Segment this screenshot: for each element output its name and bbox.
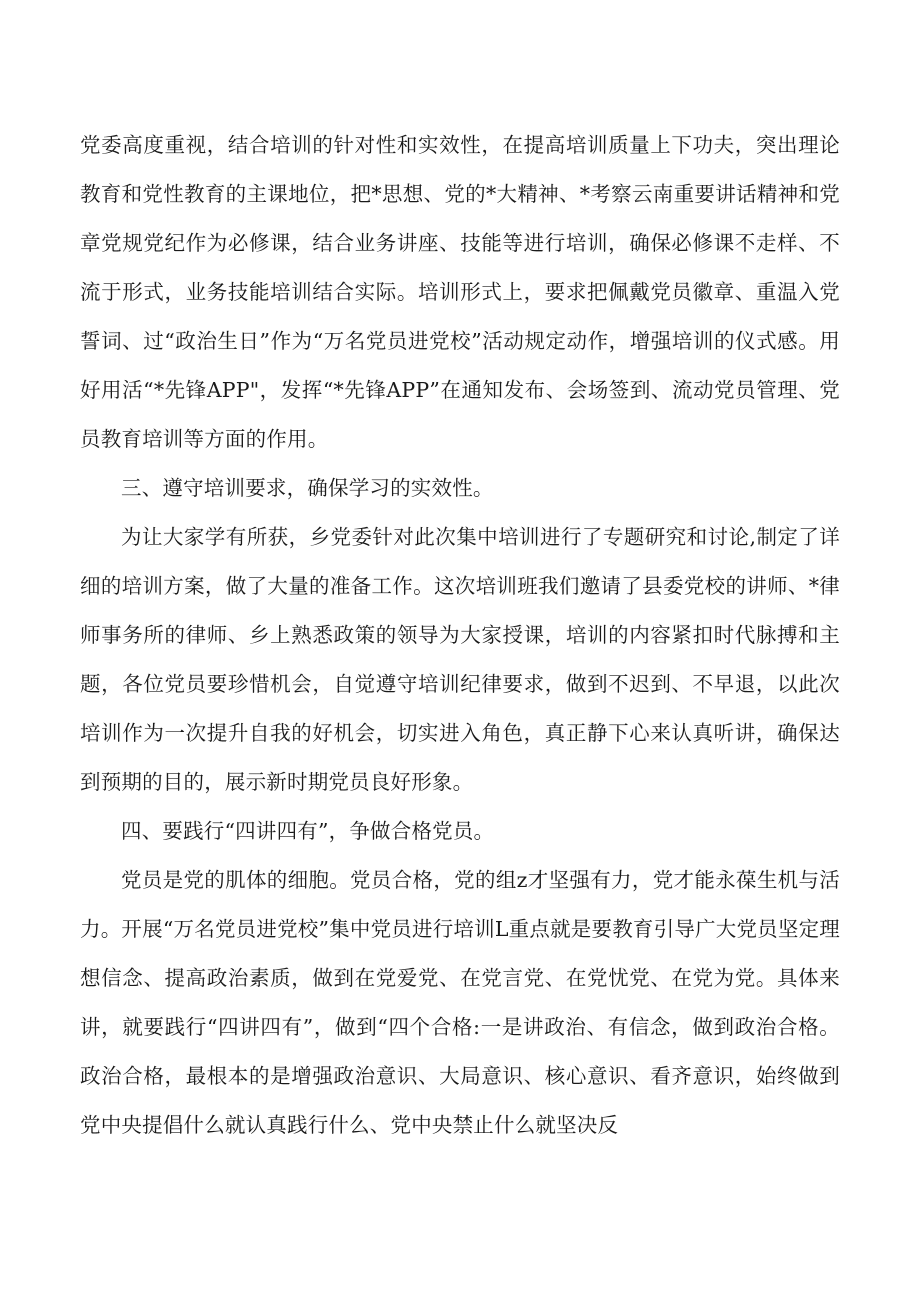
document-page <box>80 121 840 1150</box>
body-paragraph-1: 党委高度重视，结合培训的针对性和实效性，在提高培训质量上下功夫，突出理论教育和党性教育的主课地位，把*思想、党的*大精神、*考察云南重要讲话精神和党章党规党纪作为必修课，结合业务讲座、技能等进行培训，确保必修课不走样、不流于形式，业务技能培训结合实际。培训形式上，要求把佩戴党员徽章、重温入党誓词、过“政治生日”作为“万名党员进党校”活动规定动作，增强培训的仪式感。用好用活“*先锋APP"，发挥“*先锋APP”在通知发布、会场签到、流动党员管理、党员教育培训等方面的作用。 <box>80 133 840 451</box>
section-heading-3: 三、遵守培训要求，确保学习的实效性。 <box>121 476 494 500</box>
section-heading-4: 四、要践行“四讲四有”，争做合格党员。 <box>121 819 495 843</box>
body-paragraph-2: 为让大家学有所获，乡党委针对此次集中培训进行了专题研究和讨论,制定了详细的培训方案，做了大量的准备工作。这次培训班我们邀请了县委党校的讲师、*律师事务所的律师、乡上熟悉政策的领导为大家授课，培训的内容紧扣时代脉搏和主题，各位党员要珍惜机会，自觉遵守培训纪律要求，做到不迟到、不早退，以此次培训作为一次提升自我的好机会，切实进入角色，真正静下心来认真听讲，确保达到预期的目的，展示新时期党员良好形象。 <box>80 525 840 794</box>
body-paragraph-3: 党员是党的肌体的细胞。党员合格，党的组z才坚强有力，党才能永葆生机与活力。开展“万名党员进党校”集中党员进行培训L重点就是要教育引导广大党员坚定理想信念、提高政治素质，做到在党爱党、在党言党、在党忧党、在党为党。具体来讲，就要践行“四讲四有”，做到“四个合格:一是讲政治、有信念，做到政治合格。政治合格，最根本的是增强政治意识、大局意识、核心意识、看齐意识，始终做到党中央提倡什么就认真践行什么、党中央禁止什么就坚决反 <box>80 868 840 1137</box>
